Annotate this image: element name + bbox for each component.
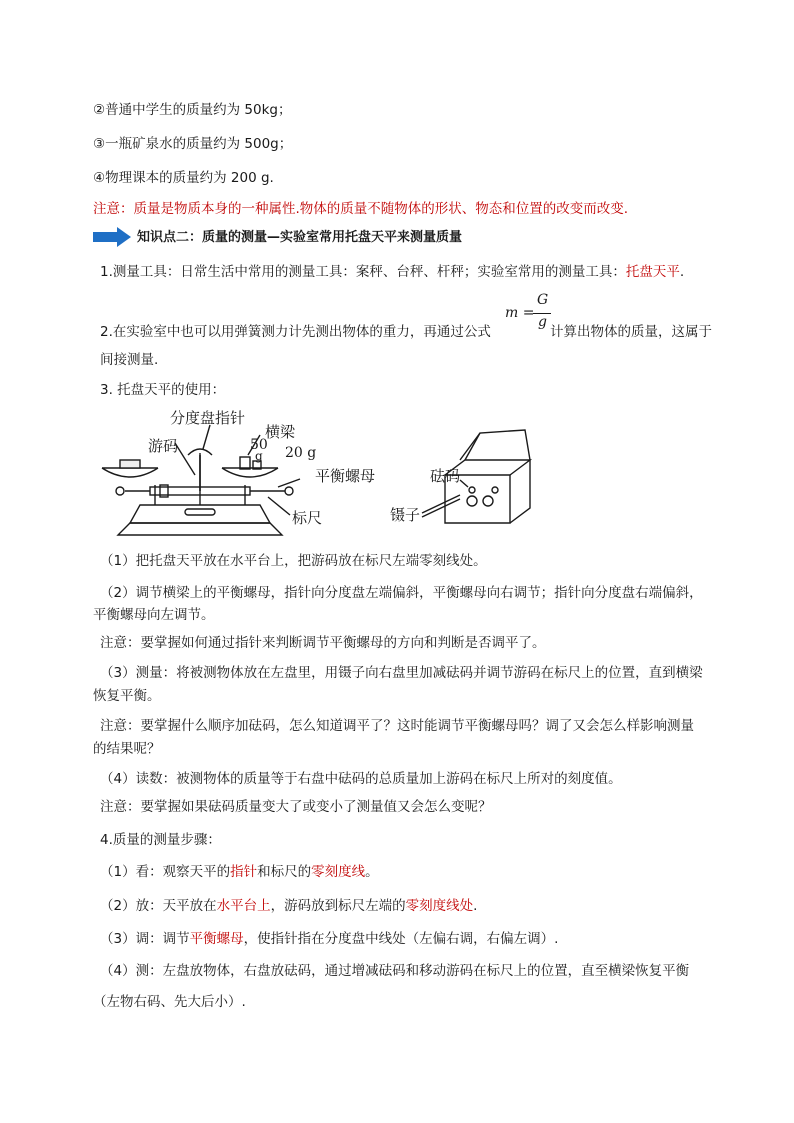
- formula-denominator: g: [538, 314, 547, 330]
- procedure-place-c: ，游码放到标尺左端的: [270, 898, 406, 914]
- label-rider: 游码: [148, 437, 179, 455]
- formula-numerator: G: [537, 292, 549, 308]
- knowledge-point-2-heading: 知识点二：质量的测量—实验室常用托盘天平来测量质量: [137, 230, 463, 245]
- highlight-zero-line-position: 零刻度线处: [405, 898, 474, 914]
- mass-example-book: ④物理课本的质量约为 200 g.: [93, 170, 274, 186]
- tweezers: [422, 495, 460, 513]
- procedure-place: [100, 896, 477, 916]
- procedure-measure-b: （左物右码、先大后小）.: [93, 994, 246, 1010]
- label-balance-nut: 平衡螺母: [315, 467, 376, 485]
- procedure-adjust-c: ，使指针指在分度盘中线处（左偏右调，右偏左调）.: [243, 931, 559, 947]
- step-3-text-b: 恢复平衡。: [93, 688, 161, 704]
- procedure-look: [100, 862, 379, 882]
- step-3-text-a: （3）测量：将被测物体放在左盘里，用镊子向右盘里加减砝码并调节游码在标尺上的位置，直到横梁: [100, 665, 703, 681]
- note-step-3-b: 的结果呢？: [93, 741, 161, 757]
- tray-balance-figure: [100, 405, 560, 537]
- balance-usage-heading: 3. 托盘天平的使用：: [100, 382, 226, 398]
- label-tweezers: 镊子: [390, 506, 421, 524]
- label-weight-50: 50: [250, 437, 268, 453]
- balance-body: [130, 505, 270, 523]
- label-weights: 砝码: [430, 467, 461, 485]
- procedure-look-c: 和标尺的: [257, 864, 312, 880]
- label-scale: 标尺: [292, 509, 323, 527]
- procedure-place-e: .: [473, 898, 478, 914]
- tray-balance-highlight: 托盘天平: [625, 264, 680, 280]
- step-4-text: （4）读数：被测物体的质量等于右盘中砝码的总质量加上游码在标尺上所对的刻度值。: [100, 771, 622, 787]
- highlight-balance-nut: 平衡螺母: [189, 931, 244, 947]
- mass-example-water: ③一瓶矿泉水的质量约为 500g；: [93, 136, 293, 152]
- period: .: [679, 264, 685, 280]
- procedure-measure-a: （4）测：左盘放物体，右盘放砝码，通过增减砝码和移动游码在标尺上的位置，直至横梁恢复平衡: [100, 963, 690, 979]
- step-2-text-a: （2）调节横梁上的平衡螺母，指针向分度盘左端偏斜，平衡螺母向右调节；指针向分度盘右端偏斜，: [100, 585, 703, 601]
- procedure-adjust-a: （3）调：调节: [100, 931, 190, 947]
- highlight-pointer: 指针: [230, 864, 258, 880]
- note-step-3-a: 注意：要掌握什么顺序加砝码，怎么知道调平了？这时能调节平衡螺母吗？调了又会怎么样影响测量: [100, 718, 694, 734]
- highlight-zero-line: 零刻度线: [311, 864, 366, 880]
- step-2-text-b: 平衡螺母向左调节。: [93, 607, 215, 623]
- note-step-4: 注意：要掌握如果砝码质量变大了或变小了测量值又会怎么变呢？: [100, 799, 492, 815]
- procedure-look-a: （1）看：观察天平的: [100, 864, 231, 880]
- label-beam: 横梁: [265, 423, 296, 441]
- procedure-adjust: [100, 929, 558, 949]
- measuring-tools-text: [100, 262, 684, 282]
- procedure-look-e: 。: [365, 864, 379, 880]
- highlight-horizontal-table: 水平台上: [216, 898, 271, 914]
- object-on-left-pan: [120, 460, 140, 468]
- note-step-2: 注意：要掌握如何通过指针来判断调节平衡螺母的方向和判断是否调平了。: [100, 635, 546, 651]
- weights-box-lid: [460, 430, 530, 460]
- step-1-text: （1）把托盘天平放在水平台上，把游码放在标尺左端零刻线处。: [100, 553, 487, 569]
- arrow-right-icon: [93, 227, 131, 247]
- mass-example-student: ②普通中学生的质量约为 50kg；: [93, 102, 292, 118]
- measuring-tools-prefix: 1.测量工具：日常生活中常用的测量工具：案秤、台秤、杆秤；实验室常用的测量工具：: [100, 264, 626, 280]
- spring-scale-text-b: 计算出物体的质量，这属于: [550, 324, 712, 340]
- label-pointer: 分度盘指针: [170, 409, 246, 427]
- procedure-place-a: （2）放：天平放在: [100, 898, 217, 914]
- weight-50g: [240, 457, 250, 469]
- formula-lhs: m =: [505, 305, 535, 321]
- note-mass-property: 注意：质量是物质本身的一种属性.物体的质量不随物体的形状、物态和位置的改变而改变.: [93, 201, 629, 217]
- label-weight-20: 20 g: [285, 445, 317, 461]
- left-pan: [102, 468, 158, 477]
- spring-scale-text-c: 间接测量.: [100, 352, 159, 368]
- measurement-steps-heading: 4.质量的测量步骤：: [100, 832, 221, 848]
- spring-scale-text-a: 2.在实验室中也可以用弹簧测力计先测出物体的重力，再通过公式: [100, 324, 491, 340]
- balance-base: [118, 523, 282, 535]
- label-weight-50-unit: g: [255, 449, 263, 463]
